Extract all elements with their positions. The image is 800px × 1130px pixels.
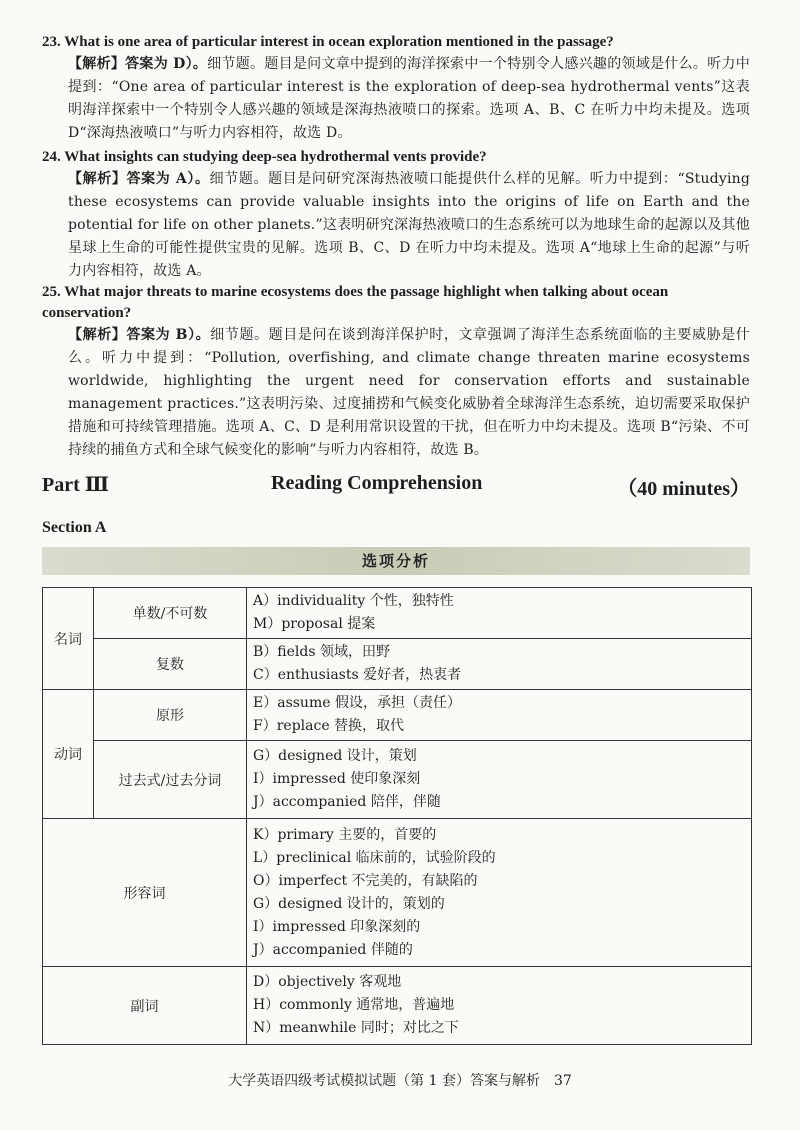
sub-plural: 复数 [94, 639, 247, 690]
sub-base-form: 原形 [94, 690, 247, 741]
word-item: F）replace 替换，取代 [253, 718, 405, 734]
question-text: What is one area of particular interest in ocean exploration mentioned in the passage? [64, 34, 614, 50]
question-text: What insights can studying deep-sea hydrothermal vents provide? [64, 149, 487, 165]
pos-noun: 名词 [43, 588, 94, 690]
table-row [43, 967, 752, 1045]
word-item: B）fields 领域，田野 [253, 644, 390, 660]
word-item: D）objectively 客观地 [253, 974, 402, 990]
words-cell [247, 588, 752, 639]
question-block-25 [42, 282, 750, 462]
answer-tag: 【解析】答案为 D）。 [68, 56, 208, 72]
part-heading [42, 472, 750, 498]
word-item: G）designed 设计的，策划的 [253, 895, 445, 912]
word-item: I）impressed 使印象深刻 [253, 771, 421, 787]
word-item: M）proposal 提案 [253, 616, 376, 632]
answer-tag: 【解析】答案为 B）。 [68, 327, 211, 343]
question-24 [42, 147, 750, 168]
word-item: N）meanwhile 同时；对比之下 [253, 1020, 459, 1036]
table-row [43, 741, 752, 819]
question-number: 25. [42, 284, 61, 300]
table-title-bar: 选项分析 [42, 547, 750, 575]
words-cell [247, 639, 752, 690]
part-label: Part Ⅲ [42, 474, 110, 496]
question-25 [42, 282, 750, 324]
word-item: J）accompanied 陪伴，伴随 [253, 794, 441, 810]
word-item: C）enthusiasts 爱好者，热衷者 [253, 667, 462, 683]
question-block-23 [42, 32, 750, 145]
pos-verb: 动词 [43, 690, 94, 819]
word-item: L）preclinical 临床前的，试验阶段的 [253, 849, 496, 866]
analysis-25 [42, 324, 750, 462]
answer-tag: 【解析】答案为 A）。 [68, 171, 210, 187]
word-item: H）commonly 通常地，普遍地 [253, 997, 455, 1013]
sub-past-form: 过去式/过去分词 [94, 741, 247, 819]
page-footer: 大学英语四级考试模拟试题（第 1 套）答案与解析 37 [228, 1073, 572, 1089]
analysis-text: 细节题。题目是问研究深海热液喷口能提供什么样的见解。听力中提到：“Studying these ecosystems can provide valuable insights into the origins of life on Earth and the potential for life on other planets.”这表明研究深海热液喷口的生态系统可以为地球生命的起源以及其他星球上生命的可能性提供宝贵的见解。选项 B、C、D 在听力中均未提及。选项 A“地球上生命的起源”与听力内容相符，故选 A。 [68, 171, 750, 279]
question-number: 23. [42, 34, 61, 50]
table-row [43, 588, 752, 639]
vocab-table [42, 587, 752, 1045]
question-23 [42, 32, 750, 53]
word-item: J）accompanied 伴随的 [253, 941, 413, 958]
question-text: What major threats to marine ecosystems does the passage highlight when talking about ocean conservation? [42, 284, 669, 321]
word-item: E）assume 假设，承担（责任） [253, 695, 461, 711]
analysis-24 [42, 168, 750, 283]
analysis-23 [42, 53, 750, 145]
sub-singular: 单数/不可数 [94, 588, 247, 639]
part-time: （40 minutes） [617, 478, 750, 500]
words-cell [247, 819, 752, 967]
words-cell [247, 690, 752, 741]
word-item: G）designed 设计，策划 [253, 748, 417, 764]
table-row [43, 639, 752, 690]
word-item: A）individuality 个性，独特性 [253, 593, 454, 609]
analysis-text: 细节题。题目是问文章中提到的海洋探索中一个特别令人感兴趣的领域是什么。听力中提到：“One area of particular interest is the exploration of deep-sea hydrothermal vents”这表明海洋探索中一个特别令人感兴趣的领域是深海热液喷口的探索。选项 A、B、C 在听力中均未提及。选项 D“深海热液喷口”与听力内容相符，故选 D。 [68, 56, 750, 141]
part-title: Reading Comprehension [271, 472, 483, 494]
analysis-text: 细节题。题目是问在谈到海洋保护时，文章强调了海洋生态系统面临的主要威胁是什么。听力中提到：“Pollution, overfishing, and climate change threaten marine ecosystems worldwide, highlighting the urgent need for conservation efforts and sustainable management practices.”这表明污染、过度捕捞和气候变化威胁着全球海洋生态系统，迫切需要采取保护措施和可持续管理措施。选项 A、C、D 是利用常识设置的干扰，但在听力中均未提及。选项 B“污染、不可持续的捕鱼方式和全球气候变化的影响”与听力内容相符，故选 B。 [68, 327, 750, 458]
word-item: O）imperfect 不完美的，有缺陷的 [253, 872, 478, 889]
words-cell [247, 741, 752, 819]
question-block-24 [42, 147, 750, 283]
table-row [43, 819, 752, 967]
word-item: I）impressed 印象深刻的 [253, 918, 421, 935]
section-heading: Section A [42, 519, 107, 536]
words-cell [247, 967, 752, 1045]
pos-adverb: 副词 [43, 967, 247, 1045]
pos-adjective: 形容词 [43, 819, 247, 967]
table-row [43, 690, 752, 741]
word-item: K）primary 主要的，首要的 [253, 826, 437, 843]
question-number: 24. [42, 149, 61, 165]
